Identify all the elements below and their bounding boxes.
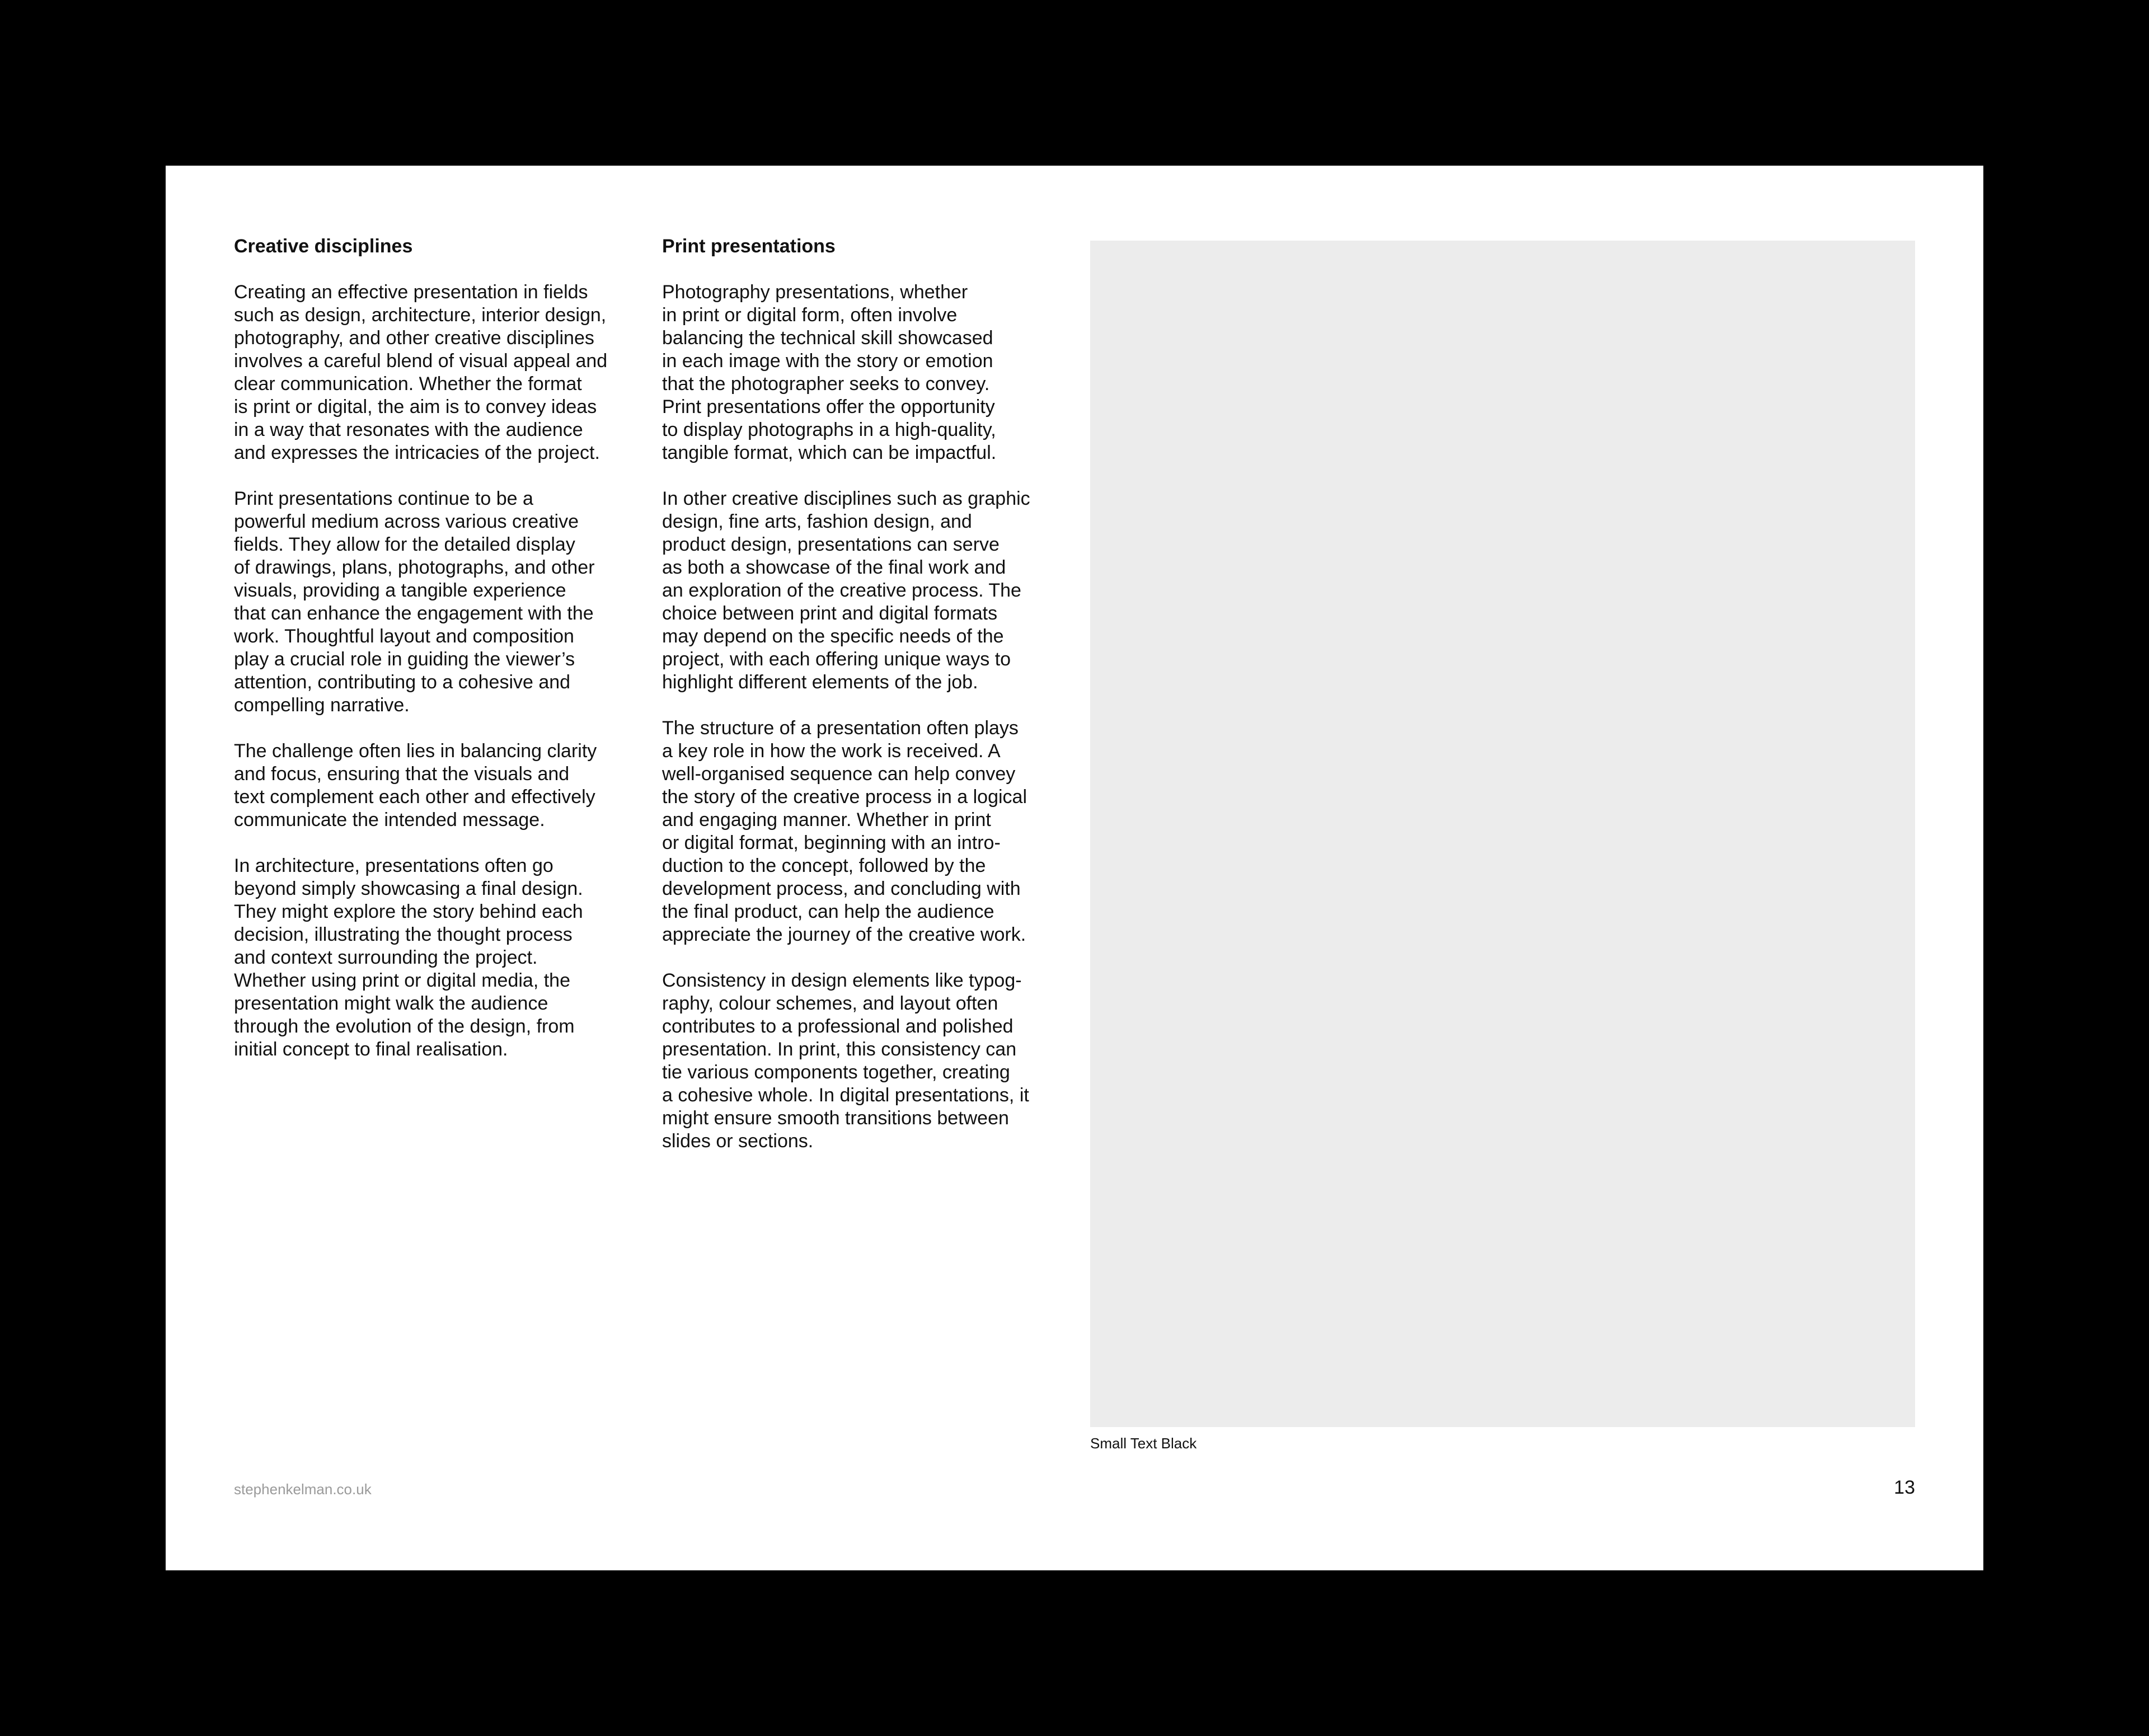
section-heading-print-presentations: Print presentations — [662, 236, 836, 257]
paragraph: Consistency in design elements like typog- raphy, colour schemes, and layout often contributes to a professional and polished presentation. In print, this consistency can tie various components together, creating a cohesive whole. In digital presentations, it might ensure smooth transitions between slides or sections. — [662, 970, 1029, 1152]
section-heading-creative-disciplines: Creative disciplines — [234, 236, 413, 257]
document-page — [166, 166, 1983, 1570]
paragraph: In architecture, presentations often go beyond simply showcasing a final design. They might explore the story behind each decision, illustrating the thought process and context surrounding the project. Whether using print or digital media, the presentation might walk the audience through the evolution of the design, from initial concept to final realisation. — [234, 855, 583, 1060]
paragraph: The structure of a presentation often plays a key role in how the work is received. A well-organised sequence can help convey the story of the creative process in a logical and engaging manner. Whether in print or digital format, beginning with an intro- duction to the concept, followed by the development process, and concluding with the final product, can help the audience appreciate the journey of the creative work. — [662, 717, 1027, 945]
paragraph: Creating an effective presentation in fields such as design, architecture, interior design, photography, and other creative disciplines involves a careful blend of visual appeal and clear communication. Whether the format is print or digital, the aim is to convey ideas in a way that resonates with the audience and expresses the intricacies of the project. — [234, 281, 608, 463]
middle-column — [662, 235, 1071, 1176]
paragraph: The challenge often lies in balancing clarity and focus, ensuring that the visuals and text complement each other and effectively communicate the intended message. — [234, 740, 597, 831]
left-column — [234, 235, 642, 1084]
image-caption: Small Text Black — [1090, 1435, 1197, 1452]
paragraph: Print presentations continue to be a powerful medium across various creative fields. They allow for the detailed display of drawings, plans, photographs, and other visuals, providing a tangible experience that can enhance the engagement with the work. Thoughtful layout and composition play a crucial role in guiding the viewer’s attention, contributing to a cohesive and compelling narrative. — [234, 488, 595, 716]
paragraph: Photography presentations, whether in print or digital form, often involve balancing the technical skill showcased in each image with the story or emotion that the photographer seeks to convey. Print presentations offer the opportunity to display photographs in a high-quality, tangible format, which can be impactful. — [662, 281, 997, 463]
paragraph: In other creative disciplines such as graphic design, fine arts, fashion design, and product design, presentations can serve as both a showcase of the final work and an exploration of the creative process. The choice between print and digital formats may depend on the specific needs of the project, with each offering unique ways to highlight different elements of the job. — [662, 488, 1030, 693]
page-number: 13 — [1894, 1477, 1915, 1498]
image-placeholder — [1090, 241, 1915, 1427]
footer-url: stephenkelman.co.uk — [234, 1481, 372, 1498]
